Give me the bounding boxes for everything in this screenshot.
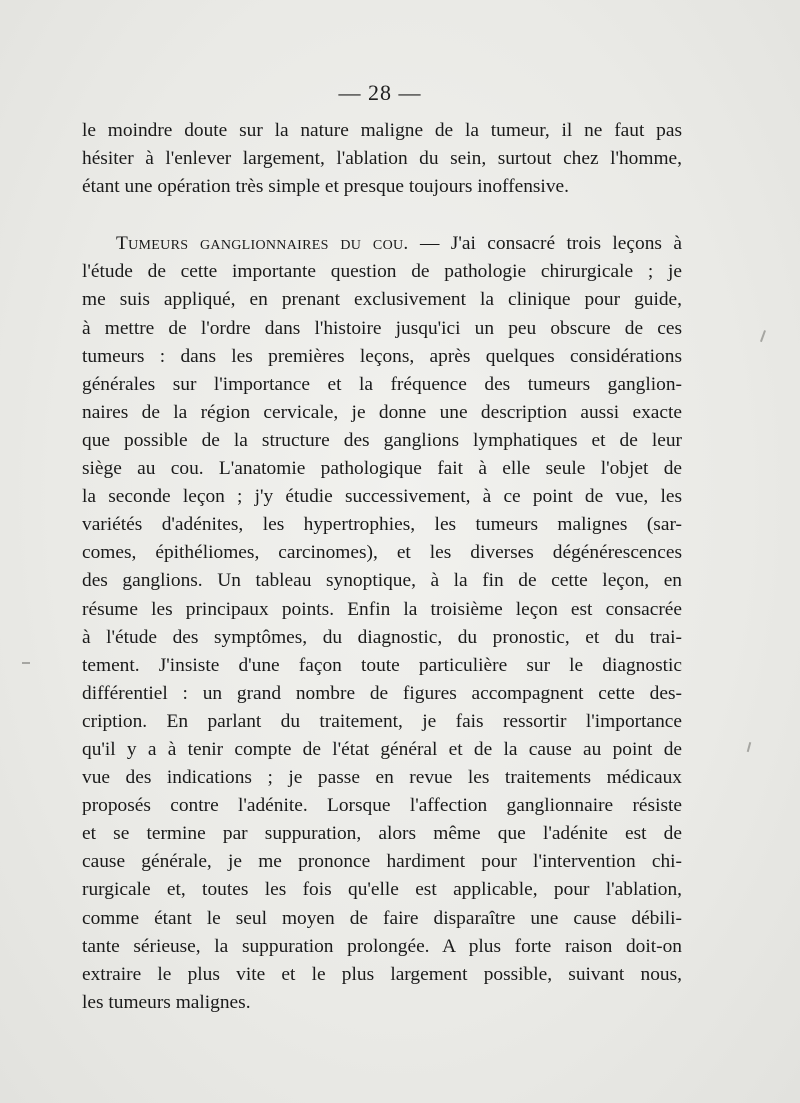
text-line: comes, épithéliomes, carcinomes), et les diverses dégénérescences <box>82 542 682 564</box>
text-line: tement. J'insiste d'une façon toute particulière sur le diagnostic <box>82 654 682 676</box>
margin-mark <box>747 742 751 752</box>
text-line: siège au cou. L'anatomie pathologique fait à elle seule l'objet de <box>82 458 682 480</box>
text-line: différentiel : un grand nombre de figures accompagnent cette des- <box>82 682 682 704</box>
text-line-with-heading <box>82 230 682 258</box>
text-line: extraire le plus vite et le plus largement possible, suivant nous, <box>82 963 682 985</box>
text-line: hésiter à l'enlever largement, l'ablation du sein, surtout chez l'homme, <box>82 148 682 170</box>
text-line: tante sérieuse, la suppuration prolongée. A plus forte raison doit-on <box>82 935 682 957</box>
text-line: variétés d'adénites, les hypertrophies, les tumeurs malignes (sar- <box>82 514 682 536</box>
section-heading: Tumeurs ganglionnaires du cou. <box>116 233 409 255</box>
text-line: tumeurs : dans les premières leçons, après quelques considérations <box>82 345 682 367</box>
body-text <box>82 117 682 1017</box>
text-line: le moindre doute sur la nature maligne de la tumeur, il ne faut pas <box>82 120 682 141</box>
text-line: étant une opération très simple et presque toujours inoffensive. <box>82 176 569 198</box>
text-line: à mettre de l'ordre dans l'histoire jusqu'ici un peu obscure de ces <box>82 317 682 339</box>
text-line: proposés contre l'adénite. Lorsque l'affection ganglionnaire résiste <box>82 795 682 817</box>
text-line: vue des indications ; je passe en revue les traitements médicaux <box>82 767 682 789</box>
margin-mark <box>22 662 30 664</box>
text-line: rurgicale et, toutes les fois qu'elle est applicable, pour l'ablation, <box>82 879 682 901</box>
text-line: cause générale, je me prononce hardiment pour l'intervention chi- <box>82 851 682 873</box>
paragraph-2 <box>82 230 682 1017</box>
text-line: résume les principaux points. Enfin la troisième leçon est consacrée <box>82 598 682 620</box>
heading-line-rest: — J'ai consacré trois leçons à <box>408 233 682 255</box>
text-line: que possible de la structure des ganglions lymphatiques et de leur <box>82 429 682 451</box>
margin-mark <box>760 330 766 342</box>
paragraph-gap <box>82 201 682 230</box>
text-line: naires de la région cervicale, je donne une description aussi exacte <box>82 401 682 423</box>
text-line: à l'étude des symptômes, du diagnostic, du pronostic, et du trai- <box>82 626 682 648</box>
text-line: des ganglions. Un tableau synoptique, à la fin de cette leçon, en <box>82 570 682 592</box>
paragraph-1 <box>82 117 682 201</box>
text-line: et se termine par suppuration, alors même que l'adénite est de <box>82 823 682 845</box>
text-line: les tumeurs malignes. <box>82 991 251 1013</box>
text-line: comme étant le seul moyen de faire disparaître une cause débili- <box>82 907 682 929</box>
text-line: générales sur l'importance et la fréquence des tumeurs ganglion- <box>82 373 682 395</box>
text-line: cription. En parlant du traitement, je fais ressortir l'importance <box>82 710 682 732</box>
text-line: me suis appliqué, en prenant exclusivement la clinique pour guide, <box>82 289 682 311</box>
text-line: l'étude de cette importante question de pathologie chirurgicale ; je <box>82 261 682 283</box>
page-number: — 28 — <box>338 80 422 105</box>
text-line: la seconde leçon ; j'y étudie successivement, à ce point de vue, les <box>82 486 682 508</box>
text-line: qu'il y a à tenir compte de l'état général et de la cause au point de <box>82 738 682 760</box>
